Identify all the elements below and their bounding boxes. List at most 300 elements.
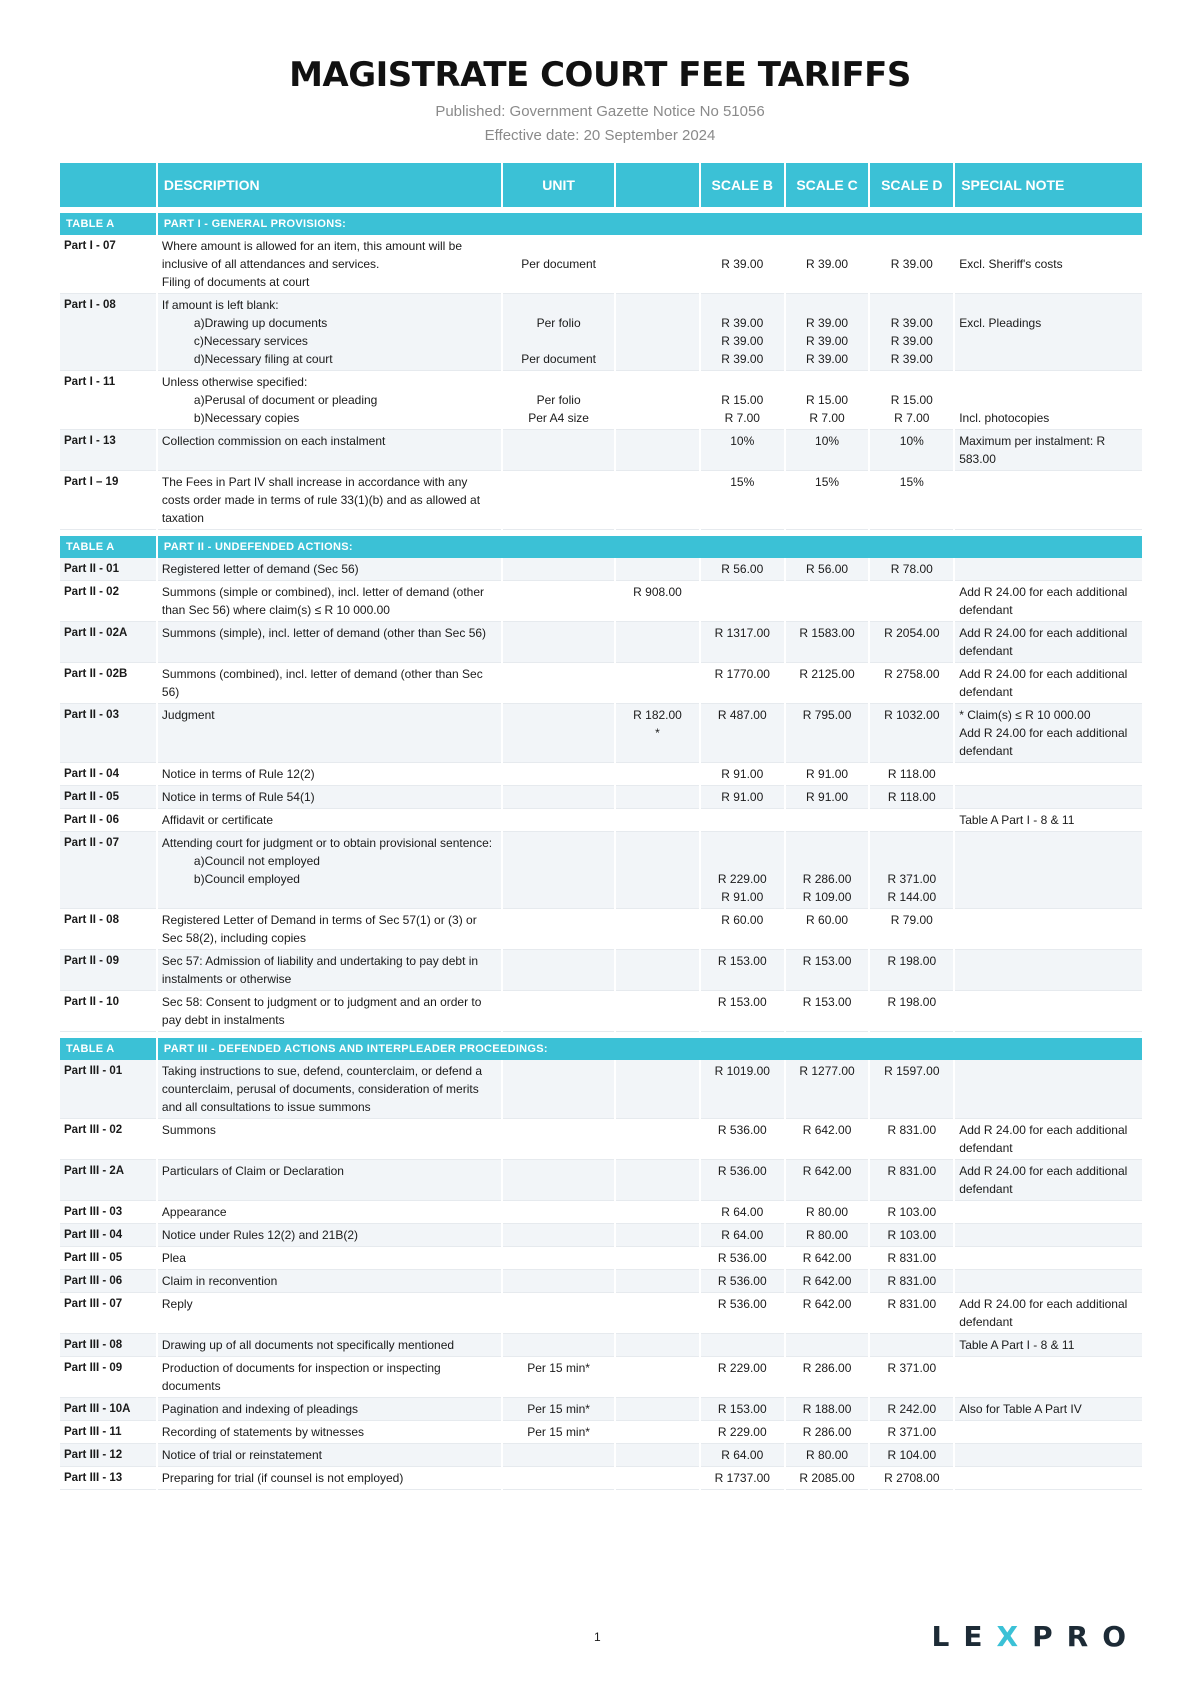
- row-unit-line: [507, 332, 610, 350]
- row-unit-line: Per A4 size: [528, 411, 589, 425]
- row-special-note-line: * Claim(s) ≤ R 10 000.00: [959, 708, 1091, 722]
- row-description: [158, 1060, 501, 1119]
- table-row: [60, 1467, 1142, 1490]
- row-description: [158, 471, 501, 530]
- row-code: Part III - 03: [60, 1201, 156, 1224]
- description-line: Notice of trial or reinstatement: [161, 1448, 322, 1462]
- row-scale-c-line: R 109.00: [802, 890, 852, 904]
- row-scale-d-line: [874, 237, 949, 255]
- row-special-note-line: Add R 24.00 for each additional defendant: [959, 726, 1128, 758]
- row-unit: [503, 1357, 614, 1398]
- row-scale-d: [870, 991, 953, 1032]
- row-scale-c: [786, 622, 869, 663]
- sub-item-text: Council not employed: [204, 854, 320, 868]
- section-title: PART II - UNDEFENDED ACTIONS:: [158, 536, 1142, 558]
- col-extra: [616, 163, 699, 207]
- description-line: Recording of statements by witnesses: [161, 1425, 364, 1439]
- sub-item: [162, 870, 497, 888]
- row-unit: [503, 832, 614, 909]
- row-scale-c-line: R 56.00: [806, 562, 849, 576]
- table-row: [60, 1201, 1142, 1224]
- row-code: Part III - 07: [60, 1293, 156, 1334]
- row-special-note: [955, 622, 1142, 663]
- row-scale-d: [870, 1060, 953, 1119]
- description-line: Notice under Rules 12(2) and 21B(2): [161, 1228, 358, 1242]
- row-scale-b: [701, 1357, 784, 1398]
- description-line: Notice in terms of Rule 12(2): [161, 767, 315, 781]
- row-scale-c-line: R 80.00: [806, 1228, 849, 1242]
- row-special-note-line: Table A Part I - 8 & 11: [959, 1338, 1075, 1352]
- row-description: [158, 1119, 501, 1160]
- row-description: [158, 909, 501, 950]
- row-scale-b-line: R 487.00: [717, 708, 767, 722]
- row-scale-d: [870, 1421, 953, 1444]
- row-scale-d-line: R 198.00: [887, 995, 937, 1009]
- row-fixed-amount: [616, 1293, 699, 1334]
- col-special-note: SPECIAL NOTE: [955, 163, 1142, 207]
- row-scale-b: [701, 950, 784, 991]
- row-scale-d-line: R 118.00: [887, 790, 936, 804]
- row-unit-line: Per folio: [536, 316, 581, 330]
- row-special-note: [955, 704, 1142, 763]
- row-special-note: [955, 991, 1142, 1032]
- table-row: [60, 1224, 1142, 1247]
- row-description: [158, 1201, 501, 1224]
- row-fixed-amount: [616, 235, 699, 294]
- row-description: [158, 581, 501, 622]
- row-code: Part I - 13: [60, 430, 156, 471]
- row-special-note-line: Add R 24.00 for each additional defendant: [959, 585, 1128, 617]
- row-scale-d: [870, 1119, 953, 1160]
- description-line: Drawing up of all documents not specifically mentioned: [161, 1338, 455, 1352]
- row-scale-c: [786, 1421, 869, 1444]
- row-scale-b: [701, 1119, 784, 1160]
- row-code: Part II - 06: [60, 809, 156, 832]
- col-scale-d: SCALE D: [870, 163, 953, 207]
- description-line: Summons (simple), incl. letter of demand (other than Sec 56): [161, 626, 487, 640]
- row-fixed-amount: [616, 622, 699, 663]
- description-line: Preparing for trial (if counsel is not employed): [161, 1471, 404, 1485]
- sub-item-letter: b): [193, 872, 205, 886]
- row-special-note: [955, 1201, 1142, 1224]
- row-fixed-amount: [616, 909, 699, 950]
- row-scale-d: [870, 1444, 953, 1467]
- row-scale-b: [701, 622, 784, 663]
- description-line: If amount is left blank:: [161, 298, 279, 312]
- page-title: MAGISTRATE COURT FEE TARIFFS: [289, 55, 911, 95]
- row-scale-d-line: [874, 373, 949, 391]
- row-scale-b: [701, 786, 784, 809]
- row-scale-c: [786, 558, 869, 581]
- row-scale-b-line: R 536.00: [717, 1274, 767, 1288]
- row-scale-d-line: R 39.00: [890, 334, 933, 348]
- row-description: [158, 1398, 501, 1421]
- row-scale-c: [786, 1293, 869, 1334]
- row-fixed-amount: [616, 663, 699, 704]
- row-special-note: [955, 294, 1142, 371]
- col-scale-b: SCALE B: [701, 163, 784, 207]
- row-scale-b-line: R 91.00: [721, 890, 764, 904]
- row-code: Part II - 02: [60, 581, 156, 622]
- row-unit: [503, 1160, 614, 1201]
- row-scale-c-line: R 642.00: [802, 1251, 852, 1265]
- row-description: [158, 430, 501, 471]
- row-special-note: [955, 832, 1142, 909]
- row-scale-d: [870, 1270, 953, 1293]
- row-scale-b-line: R 64.00: [721, 1448, 764, 1462]
- table-row: [60, 832, 1142, 909]
- row-description: [158, 1444, 501, 1467]
- table-row: [60, 704, 1142, 763]
- row-unit: [503, 1444, 614, 1467]
- row-unit: [503, 1060, 614, 1119]
- description-line: Where amount is allowed for an item, this amount will be inclusive of all attendances and services.: [161, 239, 463, 271]
- sub-item-letter: a): [193, 393, 205, 407]
- row-special-note-line: Excl. Sheriff's costs: [959, 257, 1063, 271]
- row-description: [158, 809, 501, 832]
- sub-item: [162, 409, 497, 427]
- row-scale-d: [870, 1293, 953, 1334]
- row-scale-d: [870, 786, 953, 809]
- row-scale-d: [870, 430, 953, 471]
- row-scale-d-line: R 831.00: [887, 1251, 937, 1265]
- row-special-note: [955, 1444, 1142, 1467]
- row-fixed-amount: [616, 581, 699, 622]
- row-scale-b-line: R 229.00: [717, 1361, 767, 1375]
- row-description: [158, 1293, 501, 1334]
- row-description: [158, 235, 501, 294]
- row-unit: [503, 1270, 614, 1293]
- row-scale-c: [786, 430, 869, 471]
- row-scale-c-line: [790, 852, 865, 870]
- description-line: Registered letter of demand (Sec 56): [161, 562, 359, 576]
- row-scale-d-line: R 7.00: [894, 411, 930, 425]
- row-scale-d: [870, 558, 953, 581]
- row-scale-c: [786, 1357, 869, 1398]
- row-special-note-line: Add R 24.00 for each additional defendant: [959, 1164, 1128, 1196]
- row-special-note: [955, 1247, 1142, 1270]
- row-scale-d-line: R 371.00: [887, 1361, 937, 1375]
- row-scale-b-line: R 536.00: [717, 1123, 767, 1137]
- table-row: [60, 430, 1142, 471]
- row-code: Part III - 05: [60, 1247, 156, 1270]
- row-scale-b-line: [705, 852, 780, 870]
- row-description: [158, 786, 501, 809]
- row-description: [158, 1421, 501, 1444]
- description-line: Production of documents for inspection or inspecting documents: [161, 1361, 441, 1393]
- row-scale-b: [701, 1467, 784, 1490]
- row-special-note-line: Add R 24.00 for each additional defendant: [959, 626, 1128, 658]
- col-unit: UNIT: [503, 163, 614, 207]
- page-number: 1: [594, 1630, 601, 1644]
- row-unit: [503, 581, 614, 622]
- row-scale-b-line: R 536.00: [717, 1251, 767, 1265]
- row-special-note-line: Add R 24.00 for each additional defendant: [959, 667, 1128, 699]
- row-code: Part II - 07: [60, 832, 156, 909]
- row-description: [158, 1270, 501, 1293]
- table-row: [60, 581, 1142, 622]
- row-scale-c: [786, 663, 869, 704]
- row-scale-b-line: R 39.00: [721, 334, 764, 348]
- row-special-note: [955, 1160, 1142, 1201]
- row-scale-c: [786, 1467, 869, 1490]
- row-scale-d-line: R 2758.00: [884, 667, 940, 681]
- row-scale-d-line: R 39.00: [890, 316, 933, 330]
- row-unit: [503, 909, 614, 950]
- row-scale-d-line: R 831.00: [887, 1123, 937, 1137]
- row-special-note: [955, 235, 1142, 294]
- row-scale-d: [870, 1160, 953, 1201]
- row-scale-c-line: [790, 373, 865, 391]
- row-scale-c: [786, 1119, 869, 1160]
- row-scale-b: [701, 704, 784, 763]
- row-scale-c-line: [790, 296, 865, 314]
- row-code: Part III - 12: [60, 1444, 156, 1467]
- description-line: Taking instructions to sue, defend, counterclaim, or defend a counterclaim, perusal of documents, consideration of merits and all consultations to issue summons: [161, 1064, 483, 1114]
- row-scale-d-line: R 2054.00: [884, 626, 940, 640]
- row-description: [158, 558, 501, 581]
- row-scale-b: [701, 1398, 784, 1421]
- row-special-note: [955, 763, 1142, 786]
- row-scale-b: [701, 558, 784, 581]
- col-scale-c: SCALE C: [786, 163, 869, 207]
- row-scale-d-line: R 831.00: [887, 1297, 937, 1311]
- sub-item: [162, 332, 497, 350]
- row-scale-b: [701, 1060, 784, 1119]
- row-scale-d-line: R 78.00: [890, 562, 933, 576]
- row-scale-b: [701, 1247, 784, 1270]
- row-scale-c-line: [790, 834, 865, 852]
- row-fixed-amount-line: R 908.00: [633, 585, 682, 599]
- row-description: [158, 950, 501, 991]
- row-scale-c: [786, 1224, 869, 1247]
- table-row: [60, 1444, 1142, 1467]
- document-header: [0, 50, 1200, 148]
- row-scale-c-line: R 7.00: [809, 411, 845, 425]
- row-unit-line: [507, 237, 610, 255]
- row-description: [158, 1160, 501, 1201]
- row-scale-b-line: R 1770.00: [714, 667, 770, 681]
- row-scale-b-line: [705, 296, 780, 314]
- sub-item: [162, 314, 497, 332]
- row-description: [158, 991, 501, 1032]
- row-scale-c-line: 15%: [815, 475, 840, 489]
- row-scale-c-line: R 39.00: [806, 257, 849, 271]
- row-scale-b: [701, 909, 784, 950]
- row-special-note: [955, 1421, 1142, 1444]
- row-scale-d-line: R 242.00: [887, 1402, 937, 1416]
- row-fixed-amount: [616, 430, 699, 471]
- table-body: [60, 207, 1142, 1490]
- row-scale-c: [786, 294, 869, 371]
- row-scale-b-line: [705, 834, 780, 852]
- row-description: [158, 1467, 501, 1490]
- row-scale-d-line: R 2708.00: [884, 1471, 940, 1485]
- row-special-note: [955, 950, 1142, 991]
- row-scale-d: [870, 663, 953, 704]
- row-unit: [503, 558, 614, 581]
- row-scale-b-line: 15%: [730, 475, 755, 489]
- row-special-note-line: Excl. Pleadings: [959, 316, 1042, 330]
- row-fixed-amount: [616, 950, 699, 991]
- description-line: Sec 58: Consent to judgment or to judgment and an order to pay debt in instalments: [161, 995, 482, 1027]
- row-scale-c: [786, 1247, 869, 1270]
- row-scale-d: [870, 1334, 953, 1357]
- description-line: Unless otherwise specified:: [161, 375, 308, 389]
- row-scale-b: [701, 1334, 784, 1357]
- row-special-note: [955, 1357, 1142, 1398]
- row-scale-b: [701, 1270, 784, 1293]
- row-special-note: [955, 1293, 1142, 1334]
- row-code: Part III - 2A: [60, 1160, 156, 1201]
- row-scale-d: [870, 1247, 953, 1270]
- row-special-note: [955, 558, 1142, 581]
- section-table-label: TABLE A: [60, 1038, 156, 1060]
- row-scale-d: [870, 763, 953, 786]
- row-unit: [503, 1334, 614, 1357]
- description-line: Judgment: [161, 708, 215, 722]
- row-special-note: [955, 786, 1142, 809]
- row-code: Part I – 19: [60, 471, 156, 530]
- section-header: [60, 536, 1142, 558]
- lexpro-logo: LEXPRO: [931, 1620, 1140, 1653]
- description-line: [162, 742, 497, 760]
- row-fixed-amount: [616, 763, 699, 786]
- row-scale-d: [870, 294, 953, 371]
- row-scale-d: [870, 950, 953, 991]
- row-fixed-amount: [616, 1224, 699, 1247]
- row-scale-b-line: R 153.00: [717, 995, 767, 1009]
- row-scale-c: [786, 1160, 869, 1201]
- row-scale-d: [870, 471, 953, 530]
- row-description: [158, 371, 501, 430]
- row-special-note: [955, 581, 1142, 622]
- description-line: The Fees in Part IV shall increase in accordance with any costs order made in terms of rule 33(1)(b) and as allowed at taxation: [161, 475, 481, 525]
- row-scale-c-line: R 642.00: [802, 1297, 852, 1311]
- description-line: Collection commission on each instalment: [161, 434, 386, 448]
- row-scale-c: [786, 1270, 869, 1293]
- row-description: [158, 832, 501, 909]
- row-description: [158, 1224, 501, 1247]
- section-title: PART III - DEFENDED ACTIONS AND INTERPLEADER PROCEEDINGS:: [158, 1038, 1142, 1060]
- row-special-note: [955, 663, 1142, 704]
- row-description: [158, 294, 501, 371]
- row-scale-d-line: [874, 296, 949, 314]
- row-unit: [503, 294, 614, 371]
- row-scale-c-line: R 80.00: [806, 1448, 849, 1462]
- description-line: Notice in terms of Rule 54(1): [161, 790, 315, 804]
- description-line: Reply: [161, 1297, 193, 1311]
- row-unit: [503, 763, 614, 786]
- row-scale-c-line: R 1277.00: [799, 1064, 855, 1078]
- row-scale-b-line: R 7.00: [724, 411, 760, 425]
- row-description: [158, 1357, 501, 1398]
- row-scale-d-line: R 198.00: [887, 954, 937, 968]
- row-scale-b-line: R 91.00: [721, 767, 764, 781]
- description-line: Summons (simple or combined), incl. letter of demand (other than Sec 56) where claim(s) ≤ R 10 000.00: [161, 585, 485, 617]
- row-fixed-amount: [616, 1357, 699, 1398]
- row-scale-b-line: R 64.00: [721, 1228, 764, 1242]
- row-code: Part II - 01: [60, 558, 156, 581]
- row-scale-c-line: R 188.00: [802, 1402, 852, 1416]
- row-scale-c: [786, 786, 869, 809]
- table-row: [60, 763, 1142, 786]
- row-scale-b-line: R 39.00: [721, 257, 764, 271]
- row-scale-b: [701, 1201, 784, 1224]
- row-scale-c: [786, 235, 869, 294]
- row-special-note: [955, 1270, 1142, 1293]
- description-line: Summons: [161, 1123, 216, 1137]
- row-scale-c: [786, 581, 869, 622]
- row-scale-d-line: R 831.00: [887, 1164, 937, 1178]
- row-scale-d-line: R 15.00: [890, 393, 933, 407]
- row-scale-b: [701, 663, 784, 704]
- row-scale-b-line: R 64.00: [721, 1205, 764, 1219]
- row-scale-c: [786, 909, 869, 950]
- row-scale-d-line: R 79.00: [890, 913, 933, 927]
- row-fixed-amount: [616, 809, 699, 832]
- table-header: [60, 163, 1142, 207]
- row-code: Part II - 05: [60, 786, 156, 809]
- row-scale-c-line: R 39.00: [806, 352, 849, 366]
- row-description: [158, 763, 501, 786]
- row-scale-c: [786, 1060, 869, 1119]
- table-row: [60, 371, 1142, 430]
- row-scale-b-line: R 91.00: [721, 790, 764, 804]
- row-scale-b: [701, 763, 784, 786]
- row-scale-b-line: R 60.00: [721, 913, 764, 927]
- description-line: [162, 724, 497, 742]
- row-scale-b-line: R 536.00: [717, 1164, 767, 1178]
- table-row: [60, 1334, 1142, 1357]
- row-description: [158, 1247, 501, 1270]
- table-row: [60, 1398, 1142, 1421]
- row-code: Part II - 02A: [60, 622, 156, 663]
- row-code: Part II - 09: [60, 950, 156, 991]
- section-table-label: TABLE A: [60, 536, 156, 558]
- row-fixed-amount-line: *: [655, 726, 660, 740]
- row-special-note: [955, 1224, 1142, 1247]
- row-scale-c-line: R 642.00: [802, 1123, 852, 1137]
- row-scale-d: [870, 581, 953, 622]
- row-code: Part III - 06: [60, 1270, 156, 1293]
- row-special-note-line: [959, 237, 1138, 255]
- table-row: [60, 471, 1142, 530]
- row-special-note: [955, 430, 1142, 471]
- description-line: Particulars of Claim or Declaration: [161, 1164, 344, 1178]
- row-special-note-line: Table A Part I - 8 & 11: [959, 813, 1075, 827]
- row-fixed-amount: [616, 1398, 699, 1421]
- row-scale-d-line: R 39.00: [890, 257, 933, 271]
- row-scale-d: [870, 909, 953, 950]
- row-scale-b: [701, 809, 784, 832]
- section-header: [60, 213, 1142, 235]
- row-unit: [503, 991, 614, 1032]
- description-line: Attending court for judgment or to obtain provisional sentence:: [161, 836, 493, 850]
- row-unit: [503, 1224, 614, 1247]
- row-fixed-amount-line: R 182.00: [633, 708, 682, 722]
- row-code: Part III - 01: [60, 1060, 156, 1119]
- row-scale-d-line: R 371.00: [887, 872, 937, 886]
- row-fixed-amount: [616, 991, 699, 1032]
- row-unit: [503, 622, 614, 663]
- table-row: [60, 1160, 1142, 1201]
- row-unit-line: Per folio: [536, 393, 581, 407]
- col-code: [60, 163, 156, 207]
- row-fixed-amount: [616, 558, 699, 581]
- row-scale-b: [701, 430, 784, 471]
- row-fixed-amount: [616, 294, 699, 371]
